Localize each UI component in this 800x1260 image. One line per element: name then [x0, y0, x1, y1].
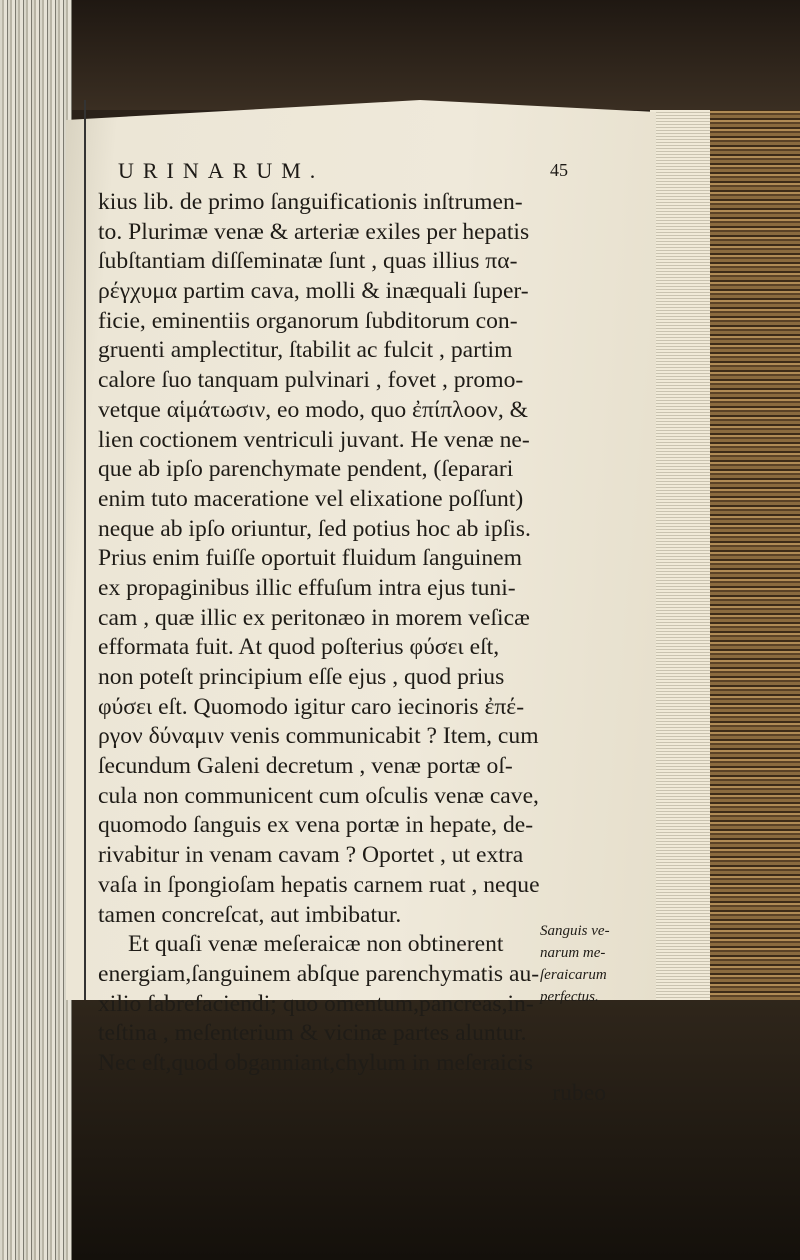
- margin-note-line: narum me-: [540, 945, 606, 961]
- text-line: lien coctionem ventriculi juvant. He venæ ne-: [98, 426, 530, 453]
- text-line: energiam,ſanguinem abſque parenchymatis au-: [98, 960, 540, 987]
- text-line: vetque αἱμάτωσιν, eo modo, quo ἐπίπλοον, &: [98, 396, 528, 423]
- text-line: ex propaginibus illic effuſum intra ejus tuni-: [98, 574, 516, 601]
- margin-note-line: ſeraicarum: [540, 967, 607, 983]
- left-page-stack: [0, 0, 72, 1260]
- text-line: neque ab ipſo oriuntur, ſed potius hoc ab ipſis.: [98, 515, 531, 542]
- text-line: teſtina , meſenterium & vicinæ partes aluntur.: [98, 1020, 527, 1047]
- text-line: ρέγχυμα partim cava, molli & inæquali ſuper-: [98, 278, 529, 305]
- margin-note-line: Sanguis ve-: [540, 923, 610, 939]
- running-title: URINARUM.: [118, 158, 325, 183]
- text-line: enim tuto maceratione vel elixatione poſſunt): [98, 485, 524, 512]
- text-line: kius lib. de primo ſanguificationis inſtrumen-: [98, 189, 523, 215]
- page-number: 45: [550, 160, 568, 180]
- background-top: [0, 0, 800, 110]
- running-header: [118, 158, 568, 188]
- margin-note: [540, 920, 650, 1008]
- text-line: que ab ipſo parenchymate pendent, (ſeparari: [98, 456, 514, 483]
- text-line: non poteſt principium eſſe ejus , quod prius: [98, 664, 505, 690]
- margin-note-line: perfectus.: [540, 989, 599, 1005]
- right-page-edges: [650, 110, 800, 1000]
- text-line: Prius enim fuiſſe oportuit fluidum ſanguinem: [98, 545, 522, 572]
- text-line: xilio ſabrefaciendi; quo omentum,pancreas,in-: [98, 990, 534, 1017]
- text-line: calore ſuo tanquam pulvinari , fovet , promo-: [98, 367, 524, 394]
- text-line: ργον δύναμιν venis communicabit ? Item, cum: [98, 723, 539, 750]
- text-line: to. Plurimæ venæ & arteriæ exiles per hepatis: [98, 218, 530, 245]
- text-line: rivabitur in venam cavam ? Oportet , ut extra: [98, 842, 524, 869]
- text-line: ficie, eminentiis organorum ſubditorum con-: [98, 307, 518, 334]
- text-line: gruenti amplectitur, ſtabilit ac fulcit , partim: [98, 337, 513, 364]
- text-line: ſecundum Galeni decretum , venæ portæ oſ-: [98, 753, 513, 780]
- text-line: ſubſtantiam diſſeminatæ ſunt , quas illius πα-: [98, 248, 518, 275]
- text-line: Et quaſi venæ meſeraicæ non obtinerent: [128, 931, 504, 958]
- catchword: rubeo: [552, 1079, 606, 1106]
- gutter-line: [84, 100, 86, 1000]
- text-line: cula non communicent cum oſculis venæ cave,: [98, 782, 539, 809]
- text-line: vaſa in ſpongioſam hepatis carnem ruat , neque: [98, 871, 540, 898]
- text-line: cam , quæ illic ex peritonæo in morem veſicæ: [98, 604, 530, 631]
- text-line: quomodo ſanguis ex vena portæ in hepate, de-: [98, 812, 534, 839]
- text-line: φύσει eſt. Quomodo igitur caro iecinoris ἐπέ-: [98, 693, 525, 720]
- text-line: tamen concreſcat, aut imbibatur.: [98, 901, 402, 928]
- text-line: efformata fuit. At quod poſterius φύσει eſt,: [98, 634, 500, 661]
- text-line: Nec eſt,quod obganniant,chylum in meſeraicis: [98, 1049, 534, 1076]
